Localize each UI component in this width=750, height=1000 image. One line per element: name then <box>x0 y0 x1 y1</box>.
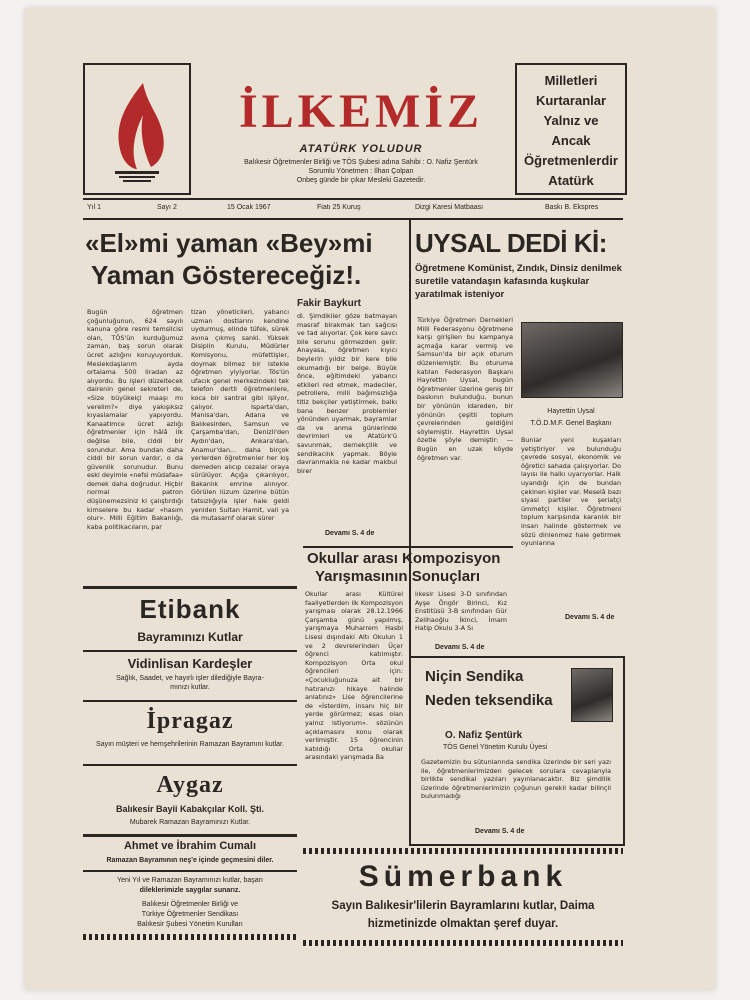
motto-line: Yalnız ve <box>543 113 599 128</box>
rule <box>83 764 297 766</box>
sendika-continued: Devamı S. 4 de <box>475 828 525 835</box>
newspaper-page <box>25 8 715 990</box>
lead-headline-2: Yaman Göstereceğiz!. <box>91 260 362 290</box>
senturk-photo <box>571 668 613 722</box>
ornament-border <box>303 848 623 854</box>
lead-col-1: Bugün öğretmen çoğunluğunun, 624 sayılı kanuna göre resmi temsilcisi olan, TÖS'ün kurduğumuz zaman, baş sorun olarak ücret azlığını koruyuyorduk. Meslekdaşlarım ayda ortalama 500 liradan az alıyordu. Bu işleri düzeltecek dairenin genel sekreteri de, «Size büyükelçi maaşı mı verelim?» diye yakışıksız kıyaslamalar yapıyordu. Kanaatimce ücret azlığı öğretmenler için hâlâ ilk değilse bile, ciddi bir sorundur. Ama bundan daha ciddi bir sorun vardır, o da güvenlik sorunudur. Bunu eski deyimle «nefsi müdafaa» demek daha doğrudur. Hiçbir normal patron düşünemezsiniz ki çalıştırdığı kimselere bu kadar «hasım olur». Milli Eğitim Bakanlığı, kaba politikacıların, par <box>87 308 183 531</box>
union-line-5: Balıkesir Şubesi Yönetim Kurulları <box>137 921 243 928</box>
uysal-headline: UYSAL DEDİ Kİ: <box>415 228 607 258</box>
uysal-continued: Devamı S. 4 de <box>565 614 615 621</box>
motto-line: Kurtaranlar <box>535 93 607 108</box>
motto-line: Milletleri <box>544 73 598 88</box>
rule <box>83 218 623 220</box>
uysal-caption-title: T.Ö.D.M.F. Genel Başkanı <box>530 420 612 427</box>
sendika-headline-2: Neden teksendika <box>425 692 553 709</box>
rule <box>83 586 297 589</box>
rule <box>303 546 513 548</box>
vidinlisan-name: Vidinlisan Kardeşler <box>127 656 253 671</box>
sendika-author-title: TÖS Genel Yönetim Kurulu Üyesi <box>443 744 548 751</box>
torch-icon <box>85 65 189 193</box>
ornament-border <box>303 940 623 946</box>
lead-continued: Devamı S. 4 de <box>325 530 375 537</box>
vidinlisan-text-1: Sağlık, Saadet, ve hayırlı işler dilediğiyle Bayra- <box>116 675 264 682</box>
aygaz-name: Aygaz <box>156 772 224 798</box>
torch-logo-box <box>83 63 191 195</box>
uysal-photo <box>521 322 623 398</box>
frequency-line: Onbeş günde bir çıkar Mesleki Gazetedir. <box>296 177 426 184</box>
ipragaz-name: İpragaz <box>146 708 234 734</box>
ahmet-text: Ramazan Bayramının neş'e içinde geçmesini diler. <box>106 857 274 864</box>
motto-line: Öğretmenlerdir <box>524 153 618 168</box>
ipragaz-text: Sayın müşteri ve hemşehrilerinin Ramazan Bayramını kutlar. <box>96 741 284 748</box>
print: Baskı B. Ekspres <box>545 204 599 211</box>
uysal-caption-name: Hayrettin Uysal <box>547 408 595 415</box>
rule <box>83 198 623 200</box>
motto-line: Atatürk <box>548 173 594 188</box>
uysal-col-2: Bunlar yeni kuşakları yetiştiriyor ve bulunduğu çevrede sosyal, ekonomik ve öğretici sahada çalışıyorlar. Do layısı ile halkı uyarıyorlar. Halk uyandığı için de bundan çekinen kişiler var. Meselâ bazı siyasi partiler ve şeriatçi ümmetçi kişiler. Öğretmeni toplum karşısında karanlık bir insan halinde göstermek ve sözü dinlenmez hale getirmek oyunlarına <box>521 436 621 548</box>
etibank-name: Etibank <box>139 594 241 624</box>
lead-col-2: tizan yöneticileri, yabancı uzman dostlarını kendine uydurmuş, elinde tüfek, sürek avına çıkmış sanki. Yüksek Disiplin Kurulu, Müdürler Komisyonu, müfettişler, doymak bilmez bir istekle öğretmen yiyiyorlar. Tös'ün ufacık genel merkezindeki tek telefon dertli öğretmenlere, koca bir santral gibi işliyor, çalıyor. Isparta'dan, Manisa'dan, Adana ve Balıkesirden, Samsun ve Çarşamba'dan, Denizli'den Aydın'dan, Ankara'dan, Anamur'dan... daha birçok yerlerden öğretmenler her kış demeden alıcıp cezalar oraya sürülüyor. Açığa çıkarılıyor, Bakanlık emrine alınıyor. Görülen lüzum üzerine bütün tatsızlığıyla işler hale geldi yeniden Sultan Hamit, vali ya da mutasarrıf olarak sürer <box>191 308 289 523</box>
motto-box <box>515 63 627 195</box>
sendika-author: O. Nafiz Şentürk <box>445 730 523 741</box>
contest-col-2: lıkesir Lisesi 3-D sınıfından Ayşe Öngör Birinci, Kız Enstitüsü 3-B sınıfından Gür Zelihaoğlu İkinci, İmam Hatip Okulu 3-A Sı <box>415 590 507 633</box>
publisher-line: Balıkesir Öğretmenler Birliği ve TÖS Şubesi adına Sahibi : O. Nafiz Şentürk <box>244 159 478 166</box>
price: Fiatı 25 Kuruş <box>317 204 361 211</box>
lead-col-3: di. Şimdikiler göze batmayan masraf birakmak tan sağcısı ve tad alıyorlar. Çok kere savcı bile sorunu görmezden gelir. Anayasa, öğretmen kıyıcı beylerin yıldız bir kere bile okumadığı bir belge. Büyük önce, eğitimdeki yabancı etkileri red etmek, madeciler, petrollere, milli bağımsızlığa titiz bekçiler yetiştirmek, balkı bana benzer problemler yönünden uyarmak, bayramlar da ve anma günlerinde devrimleri ve Atatürk'ü savunmak, dernekçilik ve sendikacılık yapmak. Böyle davranmakla ne kadar makbul birer <box>297 312 397 475</box>
aygaz-small: Mubarek Ramazan Bayramınızı Kutlar. <box>129 819 251 826</box>
contest-continued: Devamı S. 4 de <box>435 644 485 651</box>
ornament-border <box>83 934 297 940</box>
rule <box>83 650 297 652</box>
contest-headline-1: Okullar arası Kompozisyon <box>307 550 501 567</box>
contest-headline-2: Yarışmasının Sonuçları <box>315 568 481 585</box>
issue: Sayı 2 <box>157 204 177 211</box>
date: 15 Ocak 1967 <box>227 204 271 211</box>
editor-line: Sorumlu Yönetmen : İlhan Çolpan <box>308 168 414 175</box>
year: Yıl 1 <box>87 204 102 211</box>
union-line-1: Yeni Yıl ve Ramazan Bayramınızı kutlar, başarı <box>117 877 263 884</box>
rule <box>83 700 297 702</box>
sumerbank-text-1: Sayın Balıkesir'lilerin Bayramlarını kutlar, Daima <box>331 900 595 912</box>
contest-col-1: Okullar arası Kültürel faaliyetlerden ilk Kompozisyon yarışması olarak 28.12.1966 Çarşamba günü yapılmış, yarışmaya Muharrem Hasbi Lisesi dışındaki Altı Okulun 1 ve 2 devrelerinden Üçer öğrenci katılmıştır. Kompozisyon Orta okul öğrencileri için: «Çocukluğunuza ait bir hatıranızı hikaye halinde anlatınız» Lise öğrencilerine de «İsterdim, insanı hiç bir yerde görürmez; esas olan yalnız istiyorum». sözünün açıklamasını konu olarak verilmiştir. 15 öğrencinin katıldığı Orta okullar arasındaki yarışmada Ba <box>305 590 403 762</box>
sendika-headline-1: Niçin Sendika <box>425 668 524 685</box>
sendika-body: Gazetemizin bu sütunlarında sendika üzerinde bir seri yazı ile, öğretmenlerimizden gelecek sorulara cevaplarıyla birlikte sendikal yazıları yayınlanacaktır. Biz şimdilik üzerinde öğretmenlerimizin çoğunun gerekli kadar bilinçli bulunmadığı <box>421 758 611 801</box>
vidinlisan-text-2: mınızı kutlar. <box>170 684 210 691</box>
lead-headline-1: «El»mi yaman «Bey»mi <box>85 228 373 258</box>
masthead-title: İLKEMİZ <box>238 85 484 138</box>
sumerbank-name: Sümerbank <box>358 860 568 893</box>
union-line-3: Balıkesir Öğretmenler Birliği ve <box>141 901 239 908</box>
uysal-deck: Öğretmene Komünist, Zındık, Dinsiz denilmek suretile vatandaşın kafasında kuşkular yaratılmak isteniyor <box>415 263 622 300</box>
ahmet-name: Ahmet ve İbrahim Cumalı <box>123 840 257 852</box>
rule <box>83 834 297 837</box>
masthead-slogan: ATATÜRK YOLUDUR <box>299 143 423 155</box>
printer: Dizgi Karesi Matbaası <box>415 204 484 211</box>
lead-author: Fakir Baykurt <box>297 298 361 309</box>
etibank-text: Bayramınızı Kutlar <box>137 630 243 644</box>
union-line-2: dileklerimizle saygılar sunarız. <box>139 887 241 894</box>
rule <box>83 870 297 872</box>
aygaz-text: Balıkesir Bayii Kabakçılar Koll. Şti. <box>115 804 265 814</box>
uysal-col-1: Türkiye Öğretmen Dernekleri Milli Federasyonu öğretmene karşı girişilen bu kampanya açmağa karar vermiş ve Samsun'da bir açık oturum düzenlemiştir. Bu oturuma katılan Federasyon Başkanı Hayrettin Uysal, bugün öğretmenler üzerine geniş bir baskının bulunduğu, bunun bir yönünün idareden, bir yönünün çeşitli toplum çevrelerinden geldiğini söylemiştir. Hayrettin Uysal özetle şöyle demiştir: —Bugün en uzak köyde öğretmen var. <box>417 316 513 462</box>
union-line-4: Türkiye Öğretmenler Sendikası <box>141 911 239 918</box>
sumerbank-text-2: hizmetinizde olmaktan şeref duyar. <box>367 918 559 930</box>
motto-line: Ancak <box>551 133 591 148</box>
